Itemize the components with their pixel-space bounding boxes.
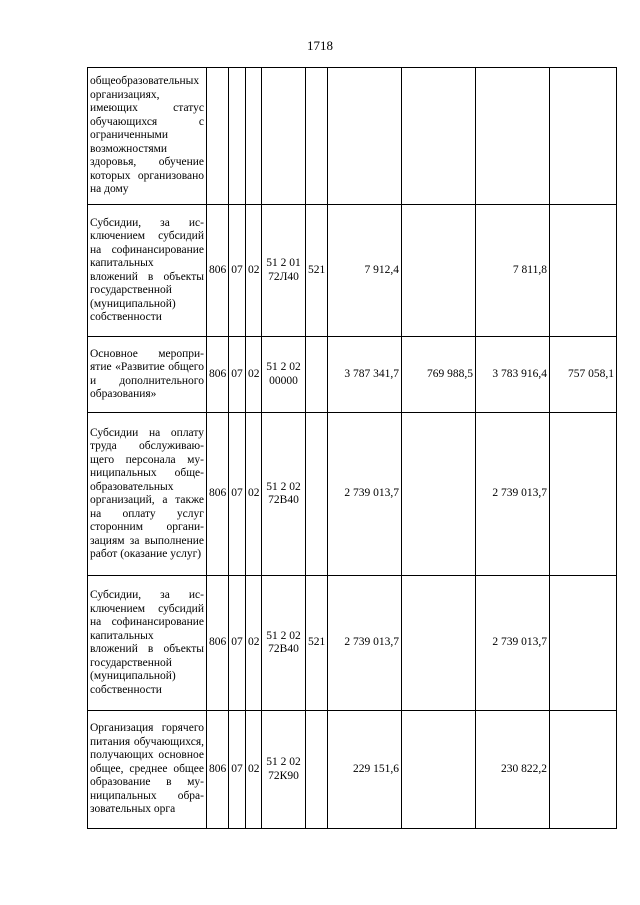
amount-3: 2 739 013,7 (476, 576, 550, 711)
table-row (88, 576, 617, 711)
table-row (88, 337, 617, 413)
amount-3: 230 822,2 (476, 711, 550, 829)
section-code: 07 (229, 576, 246, 711)
table-row (88, 68, 617, 205)
target-article-code (262, 68, 306, 205)
subsection-code: 02 (246, 337, 262, 413)
amount-1: 2 739 013,7 (328, 576, 402, 711)
subsection-code (246, 68, 262, 205)
budget-table (87, 67, 617, 829)
subsection-code: 02 (246, 576, 262, 711)
expense-type-code: 521 (306, 576, 328, 711)
row-name: Основное мероприятие «Развитие общего и дополнительного образования» (88, 337, 207, 413)
row-name: Субсидии, за исключением субсидий на софинансирование капитальных вложений в объекты государственной (муниципальной) собственности (88, 205, 207, 337)
table-row (88, 711, 617, 829)
amount-1: 7 912,4 (328, 205, 402, 337)
ved-code: 806 (207, 576, 229, 711)
row-name: Организация горячего питания обучающихся, получающих основное общее, среднее общее образование в муниципальных образовательных орга (88, 711, 207, 829)
amount-2 (402, 711, 476, 829)
row-name: общеобразовательных организациях, имеющих статус обучающихся с ограниченными возможностями здоровья, обучение которых организовано на дому (88, 68, 207, 205)
amount-1: 3 787 341,7 (328, 337, 402, 413)
amount-4: 757 058,1 (550, 337, 617, 413)
section-code (229, 68, 246, 205)
amount-3: 3 783 916,4 (476, 337, 550, 413)
target-article-code: 51 2 01 72Л40 (262, 205, 306, 337)
row-name: Субсидии, за исключением субсидий на софинансирование капитальных вложений в объекты государственной (муниципальной) собственности (88, 576, 207, 711)
target-article-code: 51 2 02 00000 (262, 337, 306, 413)
page-number: 1718 (307, 38, 333, 53)
target-article-code: 51 2 02 72В40 (262, 413, 306, 576)
target-article-code: 51 2 02 72В40 (262, 576, 306, 711)
amount-1 (328, 68, 402, 205)
ved-code: 806 (207, 711, 229, 829)
subsection-code: 02 (246, 205, 262, 337)
expense-type-code: 521 (306, 205, 328, 337)
amount-2 (402, 576, 476, 711)
ved-code: 806 (207, 337, 229, 413)
amount-2 (402, 413, 476, 576)
section-code: 07 (229, 413, 246, 576)
amount-4 (550, 576, 617, 711)
expense-type-code (306, 68, 328, 205)
expense-type-code (306, 413, 328, 576)
amount-2 (402, 68, 476, 205)
expense-type-code (306, 711, 328, 829)
section-code: 07 (229, 337, 246, 413)
ved-code: 806 (207, 413, 229, 576)
amount-4 (550, 68, 617, 205)
subsection-code: 02 (246, 413, 262, 576)
table-row (88, 205, 617, 337)
row-name: Субсидии на оплату труда обслуживающего персонала муниципальных общеобразовательных организаций, а также на оплату услуг сторонним организациям за выполнение работ (оказание услуг) (88, 413, 207, 576)
target-article-code: 51 2 02 72К90 (262, 711, 306, 829)
ved-code (207, 68, 229, 205)
section-code: 07 (229, 205, 246, 337)
ved-code: 806 (207, 205, 229, 337)
amount-4 (550, 413, 617, 576)
amount-3 (476, 68, 550, 205)
amount-2: 769 988,5 (402, 337, 476, 413)
amount-1: 229 151,6 (328, 711, 402, 829)
expense-type-code (306, 337, 328, 413)
subsection-code: 02 (246, 711, 262, 829)
amount-3: 2 739 013,7 (476, 413, 550, 576)
amount-3: 7 811,8 (476, 205, 550, 337)
amount-4 (550, 205, 617, 337)
amount-2 (402, 205, 476, 337)
table-row (88, 413, 617, 576)
amount-1: 2 739 013,7 (328, 413, 402, 576)
amount-4 (550, 711, 617, 829)
section-code: 07 (229, 711, 246, 829)
